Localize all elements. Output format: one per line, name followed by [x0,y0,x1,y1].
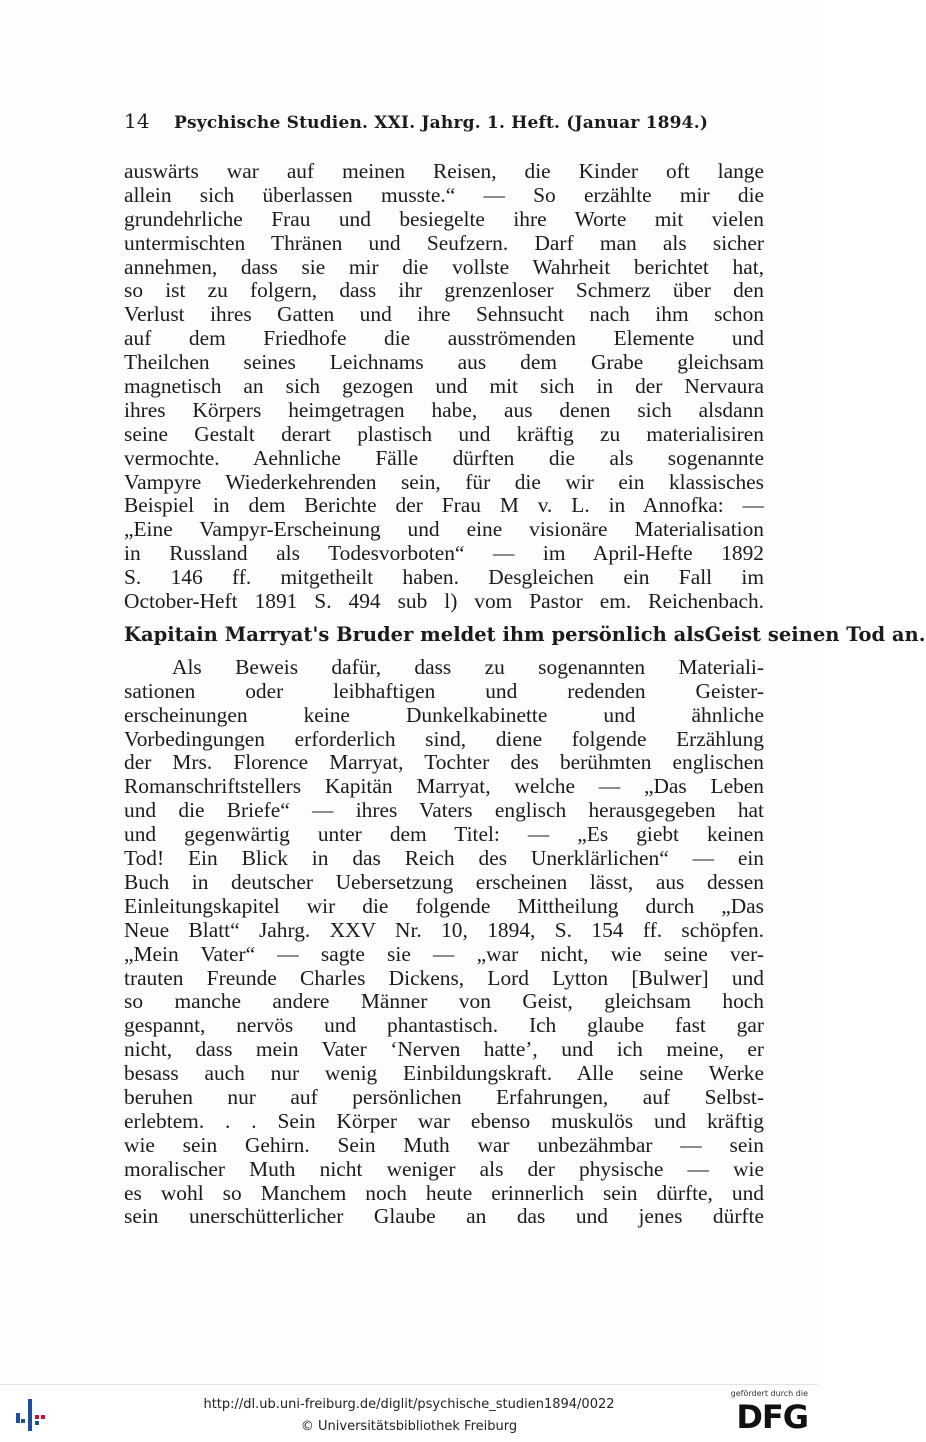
text-line: sein unerschütterlicher Glaube an das und jenes dürfte [124,1204,764,1229]
text-line: ihres Körpers heimgetragen habe, aus denen sich alsdann [124,397,764,422]
text-line: erscheinungen keine Dunkelkabinette und ähnliche [124,702,764,727]
text-line: so ist zu folgern, dass ihr grenzenloser Schmerz über den [124,278,764,303]
text-line: Beispiel in dem Berichte der Frau M v. L. in Annofka: — [124,493,764,518]
text-line: October-Heft 1891 S. 494 sub l) vom Pastor em. Reichenbach. [124,589,764,614]
text-line: untermischten Thränen und Seufzern. Darf man als sicher [124,230,764,255]
running-header [124,109,744,133]
section-heading [124,614,926,656]
dfg-caption: gefördert durch die [730,1389,808,1398]
text-line: Vampyre Wiederkehrenden sein, für die wir ein klassisches [124,469,764,494]
text-line: Vorbedingungen erforderlich sind, diene folgende Erzählung [124,726,764,751]
text-line: vermochte. Aehnliche Fälle dürften die als sogenannte [124,445,764,470]
text-line: grundehrliche Frau und besiegelte ihre Worte mit vielen [124,206,764,231]
copyright-notice: © Universitätsbibliothek Freiburg [300,1419,518,1434]
text-line: in Russland als Todesvorboten“ — im April-Hefte 1892 [124,541,764,566]
text-line: trauten Freunde Charles Dickens, Lord Lytton [Bulwer] und [124,965,764,990]
text-line: magnetisch an sich gezogen und mit sich in der Nervaura [124,374,764,399]
text-line: beruhen nur auf persönlichen Erfahrungen, auf Selbst- [124,1084,764,1109]
text-line: nicht, dass mein Vater ‘Nerven hatte’, und ich meine, er [124,1037,764,1062]
text-line: „Mein Vater“ — sagte sie — „war nicht, wie seine ver- [124,941,764,966]
text-line: seine Gestalt derart plastisch und kräftig zu materialisiren [124,421,764,446]
text-line: Theilchen seines Leichnams aus dem Grabe gleichsam [124,350,764,375]
text-line: es wohl so Manchem noch heute erinnerlich sein dürfte, und [124,1180,764,1205]
text-line: auf dem Friedhofe die ausströmenden Elemente und [124,326,764,351]
text-line: „Eine Vampyr-Erscheinung und eine visionäre Materialisation [124,517,764,542]
text-line: Verlust ihres Gatten und ihre Sehnsucht nach ihm schon [124,302,764,327]
text-line: moralischer Muth nicht weniger als der physische — wie [124,1156,764,1181]
text-line: und die Briefe“ — ihres Vaters englisch herausgegeben hat [124,798,764,823]
heading-line: Kapitain Marryat's Bruder meldet ihm persönlich als [124,622,705,646]
text-line: erlebtem. . . Sein Körper war ebenso muskulös und kräftig [124,1108,764,1133]
text-line: wie sein Gehirn. Sein Muth war unbezähmbar — sein [124,1132,764,1157]
text-line: Buch in deutscher Uebersetzung erscheinen lässt, aus dessen [124,869,764,894]
text-line: gespannt, nervös und phantastisch. Ich glaube fast gar [124,1013,764,1038]
text-line: und gegenwärtig unter dem Titel: — „Es giebt keinen [124,822,764,847]
text-line: allein sich überlassen musste.“ — So erzählte mir die [124,182,764,207]
text-line: S. 146 ff. mitgetheilt haben. Desgleichen ein Fall im [124,565,764,590]
text-line: annehmen, dass sie mir die vollste Wahrheit berichtet hat, [124,254,764,279]
text-line: besass auch nur wenig Einbildungskraft. Alle seine Werke [124,1061,764,1086]
text-line: der Mrs. Florence Marryat, Tochter des berühmten englischen [124,750,764,775]
page-number: 14 [124,109,150,133]
paragraph-1 [124,160,764,614]
running-title: Psychische Studien. XXI. Jahrg. 1. Heft. (Januar 1894.) [174,113,709,133]
text-line: Romanschriftstellers Kapitän Marryat, welche — „Das Leben [124,774,764,799]
body-text [124,159,926,1229]
viewer-footer [0,1384,818,1442]
text-line: Als Beweis dafür, dass zu sogenannten Materiali- [172,654,764,679]
source-url[interactable]: http://dl.ub.uni-freiburg.de/diglit/psychische_studien1894/0022 [203,1397,615,1412]
text-line: sationen oder leibhaftigen und redenden Geister- [124,678,764,703]
paragraph-2 [124,656,764,1229]
text-line: Tod! Ein Blick in das Reich des Unerklärlichen“ — ein [124,846,764,871]
text-line: Neue Blatt“ Jahrg. XXV Nr. 10, 1894, S. 154 ff. schöpfen. [124,917,764,942]
text-line: Einleitungskapitel wir die folgende Mittheilung durch „Das [124,893,764,918]
heading-line: Geist seinen Tod an. [704,622,926,646]
text-line: so manche andere Männer von Geist, gleichsam hoch [124,989,764,1014]
dfg-logo [718,1389,808,1439]
dfg-mark: DFG [736,1398,808,1436]
text-line: auswärts war auf meinen Reisen, die Kinder oft lange [124,159,764,183]
